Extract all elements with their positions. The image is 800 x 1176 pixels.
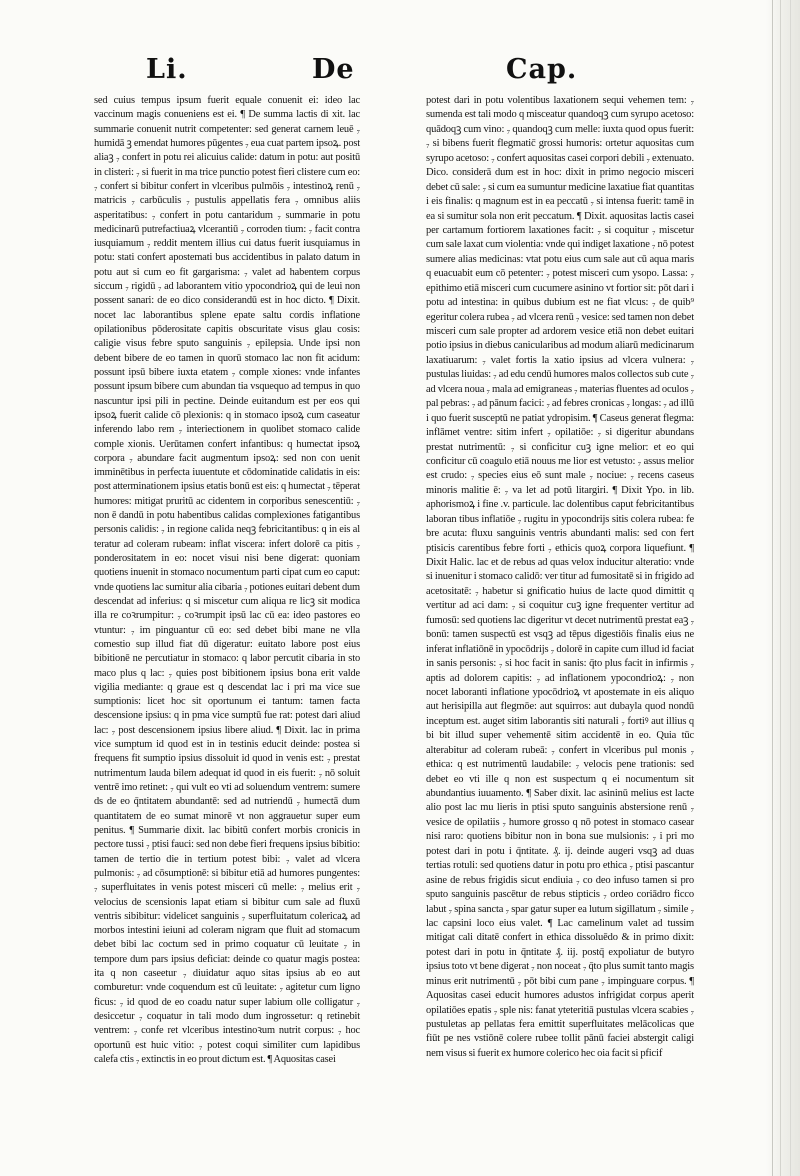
column-text-left: sed cuius tempus ipsum fuerit equale conuenit ei: ideo lac vaccinum magis conueniens est ei. ¶ De summa lactis di xit. lac summarie conuenit nutrit competenter: sed generat carnem leuē ₇ humidā ꝫ emendat humores pūgentes ₇ eua cuat partem ipsoꝝ. post aliaꝫ ₇ confert in potu rei alicuius calide: datum in potu: aut positū in clisteri: ₇ si fuerit in ma trice punctio potest fieri clistere cum eo: ₇ confert si bibitur confert in vlceribus pulmōis ₇ intestinoꝝ renū ₇ matricis ₇ carbūculis ₇ pustulis appellatis fera ₇ omnibus aliis asperitatibus: ₇ confert in potu cantaridum ₇ summarie in potu medicinarū putrefactiuaꝝ vlcerantiū ₇ corroden tium: ₇ facit contra iusquiamum ₇ reddit mentem illius cui datus fuerit iusquiamus in potu: stati confert apostemati bus accidentibus in palato datum in potu aut si cum eo fit gargarisma: ₇ valet ad habentem corpus siccum ₇ rigidū ₇ ad laborantem vitio ypocondrioꝝ qui de leui non possent sanari: de eo dico considerandū est in hoc dicto. ¶ Dixit. nocet lac laborantibus splene epate saltu cordis inflatione opilationibus pōderositate capitis obscuritate visus glau cosis: caligie visus febre sputo sanguinis ₇ epilepsia. Unde ipsi non debent bibere de eo tamen in quorū stomaco lac non fit acidum: possunt ipsū bibere iuxta etatem ₇ comple xiones: vnde infantes possunt ipsum bibere cum abundan tia vsquequo ad tempus in quo nascuntur ipsi pili in pectine. Deinde euitandum est per eos qui ipsoꝝ fuerit calide cō plexionis: q in stomaco ipsoꝝ cum caseatur inferendo labo rem ₇ interiectionem in quolibet stomaco calide comple xionis. Uerūtamen confert infantibus: q humectat ipsoꝝ corpora ₇ abundare facit augmentum ipsoꝝ: sed non con uenit imminētibus in perfecta iuuentute et cōdominatide calidatis in eis: post atterminationem ipsius etatis bonū est eis: q humectat ₇ tēperat humores: mitigat pruritū ac cidentem in corporibus senescentiū: ₇ non ē dandū in potu habentibus calidas complexiones fatigantibus personis calidis: ₇ in regione calida neqꝫ febricitantibus: q in eis al teratur ad coleram rubeam: inflat viscera: infert dolorē ca pitis ₇ ponderositatem in eo: nocet visui nisi bene digerat: quoniam quotiens inuenit in stomaco nocumentum parti cipat cum eo caput: vnde quotiens lac sumitur alia cibaria ₇ potiones euitari debent dum descendat ad inferius: q si miscetur cum aliqua re licꝫ sit modica illa re coꝛrumpitur: ₇ coꝛrumpit ipsū lac cū ea: ideo pastores eo vtuntur: ₇ im pinguantur cū eo: sed debet bibi mane ne vlla comestio sup illud fiat dū digeratur: euitato labore post eius bibitionē ne percutiatur in stomaco: q labor percutit cibaria in sto maco plus q lac: ₇ quies post bibitionem ipsius bona erit valde vigilia mediante: q graue est q descendat lac i pri ma vice sue sumptionis: licet hoc sit oportunum ei tantum: tamen facta descensione ipsius: q in pma vice sumptū fue rat: potest dari aliud lac: ₇ post descensionem ipsius libere aliud. ¶ Dixit. lac in prima vice sumptum id quod est in in testinis educit deinde: postea si frequens fit sumptio ipsius dissoluit id quod in venis est: ₇ prestat nutrimentum lauda bilem adequat id quod in eis fuerit: ₇ nō soluit ventrē imo retinet: ₇ qui vult eo vti ad soluendum ventrem: sumere ds de eo q̄ntitatem abundantē: sed ad nutriendū ₇ humectā dum quantitatem de eo sumat minorē vt non aggrauetur super eum penitus. ¶ Summarie dixit. lac bibitū confert morbis cronicis in pectore tussi ₇ ptisi fauci: sed non debe fieri frequens ipsius bibitio: tamen de tertio die in tertium potest bibi: ₇ valet ad vlcera pulmonis: ₇ ad cōsumptionē: si bibitur etiā ad humores pungentes: ₇ superfluitates in venis potest misceri cū melle: ₇ melius erit ₇ velocius de scensionis lapat etiam si bibitur cum sale ad fluxū ventris sibibitur: videlicet sanguinis ₇ superfluitatum colericaꝝ ad morbos intestini ieiuni ad coleram nigram que fluit ad stomacum debet bibi lac coctum sed in primo coquatur cū leuitate ₇ in tempore dum pars ipsius deficiat: deinde co quatur magis postea: ita q non caseetur ₇ diuidatur aquo sitas ipsius ab eo aut comburetur: vnde coquendum est cū leuitate: ₇ agitetur cum ligno ficus: ₇ id quod de eo coadu natur super labium olle colligatur ₇ desiccetur ₇ coquatur in tali modo dum ingrossetur: q retinebit ventrem: ₇ confe ret vlceribus intestinoꝛum nutrit corpus: ₇ hoc oportunū est huic vitio: ₇ potest coqui similiter cum lapidibus calefa ctis ₇ extinctis in eo prout dictum est. ¶ Aquositas casei	[94, 95, 360, 1065]
page-edge-line	[780, 0, 781, 1176]
running-head-chapter: Cap.	[506, 54, 578, 85]
page-edge-line	[772, 0, 773, 1176]
text-column-left	[94, 94, 360, 1067]
page-fore-edge	[766, 0, 800, 1176]
running-head-de: De	[312, 54, 355, 85]
text-column-right	[426, 94, 694, 1061]
page-edge-line	[790, 0, 791, 1176]
column-text-right: potest dari in potu volentibus laxationem sequi vehemen tem: ₇ sumenda est tali modo q misceatur quandoqꝫ cum syrupo acetoso: quādoqꝫ cum vino: ₇ quandoqꝫ cum melle: iuxta quod opus fuerit: ₇ si bibens fuerit flegmatic̄ grossi humoris: ortetur aquositas cum syrupo acetoso: ₇ confert aquositas casei corpori debili ₇ extenuato. Dico. considerā dum est in hoc: dixit in primo negocio misceri debet cū sale: ₇ si cum ea sumuntur medicine laxatiue fiat quantitas i eis finalis: q magnum est in ea peccatū ₇ si intensa fuerit: tamē in ea si sumitur sola non erit peccatum. ¶ Dixit. aquositas lactis casei per cartamum fortiorem laxationes facit: ₇ si coquitur ₇ miscetur cum sale laxat cum violentia: vnde qui indiget laxatione ₇ nō potest sumere alias medicinas: vtat potu eius cum sale aut cū aqua maris q euacuabit eum cō petenter: ₇ potest misceri cum ysopo. Lassa: ₇ epithimo etiā misceri cum cucumere asinino vt fortior sit: pōt dari i potu ad intestina: in quibus dubium est ne fiat vlcus: ₇ de quib⁹ egeritur colera rubea ₇ ad vlcera renū ₇ vesice: sed tamen non debet misceri cum sale propter ad ardorem vesice etiā non debet euitari potio ipsius in diebus canicularibus ad modum aliarū medicinarum laxatiuarum: ₇ valet fortis la xatio ipsius ad vlcera vulnera: ₇ pustulas liuidas: ₇ ad edu cendū humores malos collectos sub cute ₇ ad vlcera noua ₇ mala ad emigraneas ₇ materias fluentes ad oculos ₇ pal pebras: ₇ ad pānum facici: ₇ ad febres cronicas ₇ longas: ₇ ad illū i quo fuerit susceptū ne patiat ydropisim. ¶ Caseus generat flegma: inflāmet ventre: sitim infert ₇ opilatiōe: ₇ si digeritur abundans prestat nutrimentū: ₇ si conficitur cuꝫ igne melior: et eo qui conficitur cū coagulo etiā nouus me lior est vetusto: ₇ assus melior est crudo: ₇ species eius eō sunt male ₇ nociue: ₇ recens caseus minoris malitie ē: ₇ va let ad potū litargiri. ¶ Dixit Ypo. in lib. aphorismoꝝ i fine .v. particule. lac dolentibus caput febricitantibus laboran tibus inflatiōe ₇ rugitu in ypocondrijs sitis colera rubea: fe bre acuta: fluxu sanguinis ventris abundanti malis: sed con fert ptisicis carentibus febre forti ₇ ethicis quoꝝ corpora liquefiunt. ¶ Dixit Halic. lac et de rebus ad quas velox inducitur alteratio: vnde si inuenitur i stomaco calidō: ver titur ad fumositatē si in frigido ad acetositatē: ₇ habetur si gnificatio huius de lacte quod dimittit q vertitur ad aci dam: ₇ si coquitur cuꝫ igne frequenter vertitur ad fumosū: sed quotiens lac digeritur vt decet nutrimentū prestat eaꝫ ₇ bonū: tamen suspectū est vsqꝫ ad tēpus digestiōis finalis eius ne inferat inflatiōnē in ypocōdrijs ₇ dolorē in capite cum illud id faciat in sanis personis: ₇ si hoc facit in sanis: q̄to plus facit in infirmis ₇ aptis ad dolorem capitis: ₇ ad inflationem ypocondrioꝝ: ₇ non nocet laboranti inflatione ypocōdrioꝝ vt apostemate in eis aliquo aut herisipilla aut flegmōe: aut squirros: aut dubayla quod nondū inceptum est. auget sitim laborantis siti naturali ₇ fortiꝰ aut illius q bi bit illud super vehementē sitim accidentē in eo. Quia tūc alterabitur ad coleram rubeā: ₇ confert in vlceribus pul monis ₇ ethica: q est nutrimentū laudabile: ₇ velocis pene trationis: sed debet eo vti ille q non est suspectum q ei nocumentum sit abundantius iuuamento. ¶ Saber dixit. lac asininū melius est lacte alio post lac mu lieris in ptisi sputo sanguinis abstersione renū ₇ vesice de opilatiis ₇ humore grosso q nō potest in stomaco casear nisi raro: quotiens bibitur non in bona sue mulsionis: ₇ i pri mo potest dari in potu i q̄ntitate. ₰. ij. deinde augeri vsqꝫ ad duas tertias rotuli: sed quotiens datur in potu pro ethica ₇ ptisi pascantur asine de rebus frigidis sicut endiuia ₇ co deo infuso tamen si pro sputo sanguinis pascētur de rebus stipticis ₇ ordeo coriādro ficco labut ₇ spina sancta ₇ spar gatur super ea lutum sigillatum ₇ simile ₇ lac capsini loco eius valet. ¶ Lac camelinum valet ad tussim mitigat cali ditatē confert in ethica dissoluēdo & in primo dixit: potest dari in potu in q̄ntitate ₰. iij. postq̄ expoliatur de butyro ipsius toto vt bene digerat ₇ non noceat ₇ q̄to plus sumit tanto magis minus erit nutrimentū ₇ pōt bibi cum pane ₇ impinguare corpus. ¶ Aquositas casei educit humores adustos infrigidat corpus aperit opilatiōes epatis ₇ sple nis: fanat yteteritiā pustulas vlcera scabies ₇ pustuletas ap pellatas fera emittit superfluitates melācolicas que fiūt pe nes vstiōnē colere rubee tollit pānū faciei abstergit caligi nem visus si fuerit ex humore colerico hec oia facit si pficif	[426, 95, 694, 1059]
running-head	[0, 54, 800, 94]
running-head-book: Li.	[146, 54, 188, 85]
